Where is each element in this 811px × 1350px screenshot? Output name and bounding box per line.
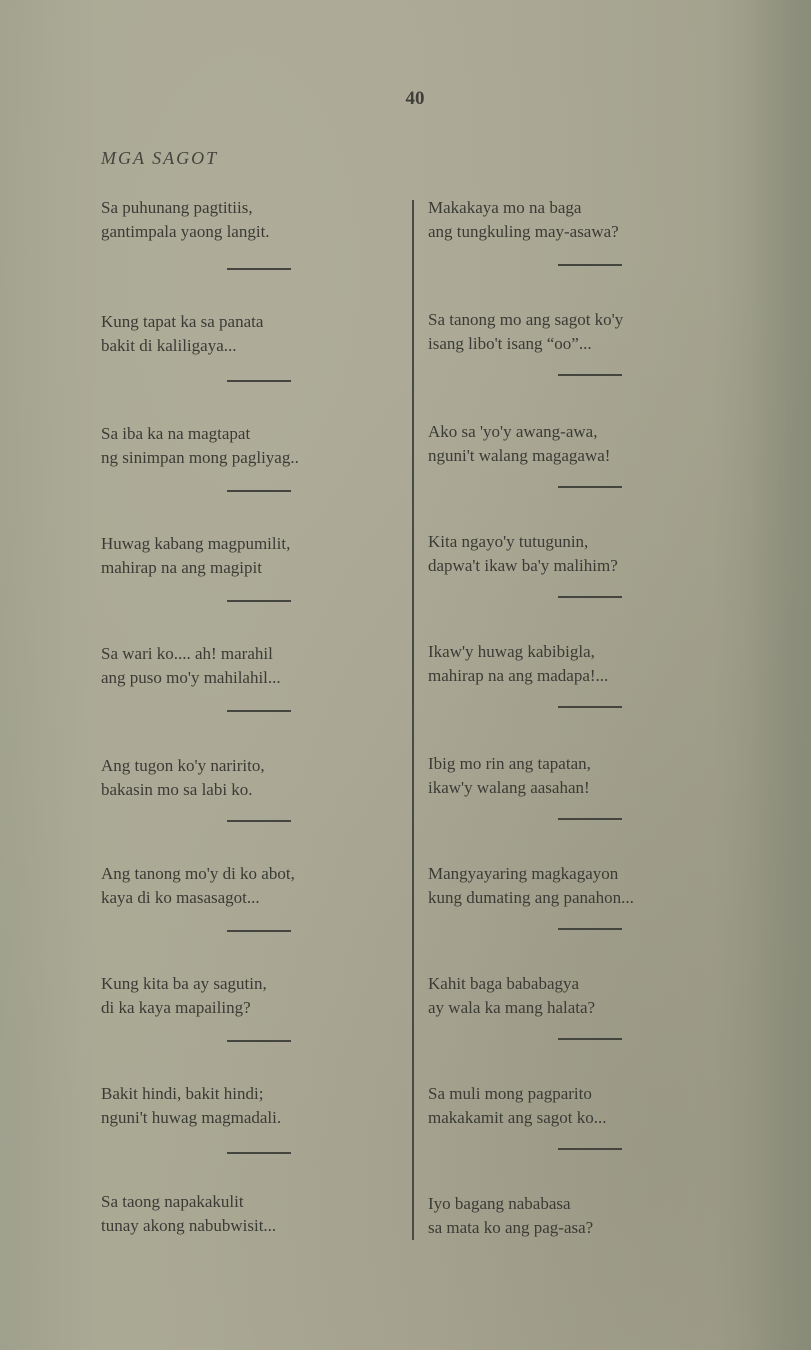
verse-separator xyxy=(558,1038,622,1040)
verse-line: Huwag kabang magpumilit, xyxy=(101,534,291,553)
verse xyxy=(101,754,265,802)
verse-line: mahirap na ang madapa!... xyxy=(428,666,609,685)
verse-line: sa mata ko ang pag-asa? xyxy=(428,1218,594,1237)
verse-separator xyxy=(558,706,622,708)
verse xyxy=(101,196,270,244)
verse-line: ikaw'y walang aasahan! xyxy=(428,778,590,797)
verse xyxy=(428,308,623,356)
verse-line: Ibig mo rin ang tapatan, xyxy=(428,754,591,773)
verse-line: isang libo't isang “oo”... xyxy=(428,334,592,353)
verse-line: Sa taong napakakulit xyxy=(101,1192,244,1211)
verse xyxy=(428,196,619,244)
verse-line: nguni't huwag magmadali. xyxy=(101,1108,282,1127)
page-edge-shadow xyxy=(751,0,811,1350)
verse-line: nguni't walang magagawa! xyxy=(428,446,611,465)
verse-line: Ikaw'y huwag kabibigla, xyxy=(428,642,595,661)
verse-separator xyxy=(558,486,622,488)
verse xyxy=(428,862,634,910)
verse-separator xyxy=(227,380,291,382)
verse xyxy=(428,1082,606,1130)
verse-line: Sa muli mong pagparito xyxy=(428,1084,592,1103)
verse-separator xyxy=(558,264,622,266)
verse-separator xyxy=(227,600,291,602)
verse-line: Makakaya mo na baga xyxy=(428,198,582,217)
verse-separator xyxy=(227,820,291,822)
verse xyxy=(428,1192,593,1240)
verse-line: mahirap na ang magipit xyxy=(101,558,262,577)
verse-line: Ang tanong mo'y di ko abot, xyxy=(101,864,295,883)
verse-line: bakit di kaliligaya... xyxy=(101,336,237,355)
verse-line: Kung kita ba ay sagutin, xyxy=(101,974,267,993)
section-heading: MGA SAGOT xyxy=(101,148,219,168)
verse-line: dapwa't ikaw ba'y malihim? xyxy=(428,556,618,575)
verse-line: Mangyayaring magkagayon xyxy=(428,864,619,883)
verse-line: Bakit hindi, bakit hindi; xyxy=(101,1084,264,1103)
verse-line: Sa tanong mo ang sagot ko'y xyxy=(428,310,624,329)
verse-line: Iyo bagang nababasa xyxy=(428,1194,571,1213)
verse-separator xyxy=(227,1152,291,1154)
verse xyxy=(428,972,595,1020)
verse-line: Ako sa 'yo'y awang-awa, xyxy=(428,422,598,441)
verse xyxy=(428,530,618,578)
verse-line: ng sinimpan mong pagliyag.. xyxy=(101,448,299,467)
verse-line: Ang tugon ko'y naririto, xyxy=(101,756,265,775)
verse xyxy=(101,310,263,358)
verse-separator xyxy=(558,818,622,820)
verse-line: Sa wari ko.... ah! marahil xyxy=(101,644,273,663)
verse-line: Sa puhunang pagtitiis, xyxy=(101,198,253,217)
verse-line: ang puso mo'y mahilahil... xyxy=(101,668,281,687)
verse-line: Kita ngayo'y tutugunin, xyxy=(428,532,589,551)
verse-separator xyxy=(227,710,291,712)
verse xyxy=(428,752,591,800)
verse xyxy=(101,642,281,690)
verse-separator xyxy=(227,268,291,270)
verse-separator xyxy=(227,1040,291,1042)
verse-separator xyxy=(558,374,622,376)
verse xyxy=(428,420,610,468)
verse xyxy=(101,972,267,1020)
column-divider xyxy=(412,200,414,1240)
verse xyxy=(101,862,295,910)
page-number: 40 xyxy=(405,88,425,109)
verse xyxy=(101,1190,276,1238)
verse-line: di ka kaya mapailing? xyxy=(101,998,251,1017)
verse-line: ay wala ka mang halata? xyxy=(428,998,596,1017)
verse-line: ang tungkuling may-asawa? xyxy=(428,222,619,241)
verse-line: bakasin mo sa labi ko. xyxy=(101,780,253,799)
verse-separator xyxy=(227,930,291,932)
verse-line: gantimpala yaong langit. xyxy=(101,222,270,241)
verse-line: Kung tapat ka sa panata xyxy=(101,312,264,331)
verse-separator xyxy=(558,1148,622,1150)
verse xyxy=(101,532,290,580)
verse-line: tunay akong nabubwisit... xyxy=(101,1216,277,1235)
verse-line: kung dumating ang panahon... xyxy=(428,888,634,907)
verse-line: Kahit baga bababagya xyxy=(428,974,580,993)
verse-separator xyxy=(227,490,291,492)
verse xyxy=(101,422,299,470)
verse-separator xyxy=(558,928,622,930)
verse-line: makakamit ang sagot ko... xyxy=(428,1108,607,1127)
verse-line: kaya di ko masasagot... xyxy=(101,888,260,907)
verse xyxy=(101,1082,281,1130)
verse xyxy=(428,640,608,688)
verse-line: Sa iba ka na magtapat xyxy=(101,424,251,443)
verse-separator xyxy=(558,596,622,598)
